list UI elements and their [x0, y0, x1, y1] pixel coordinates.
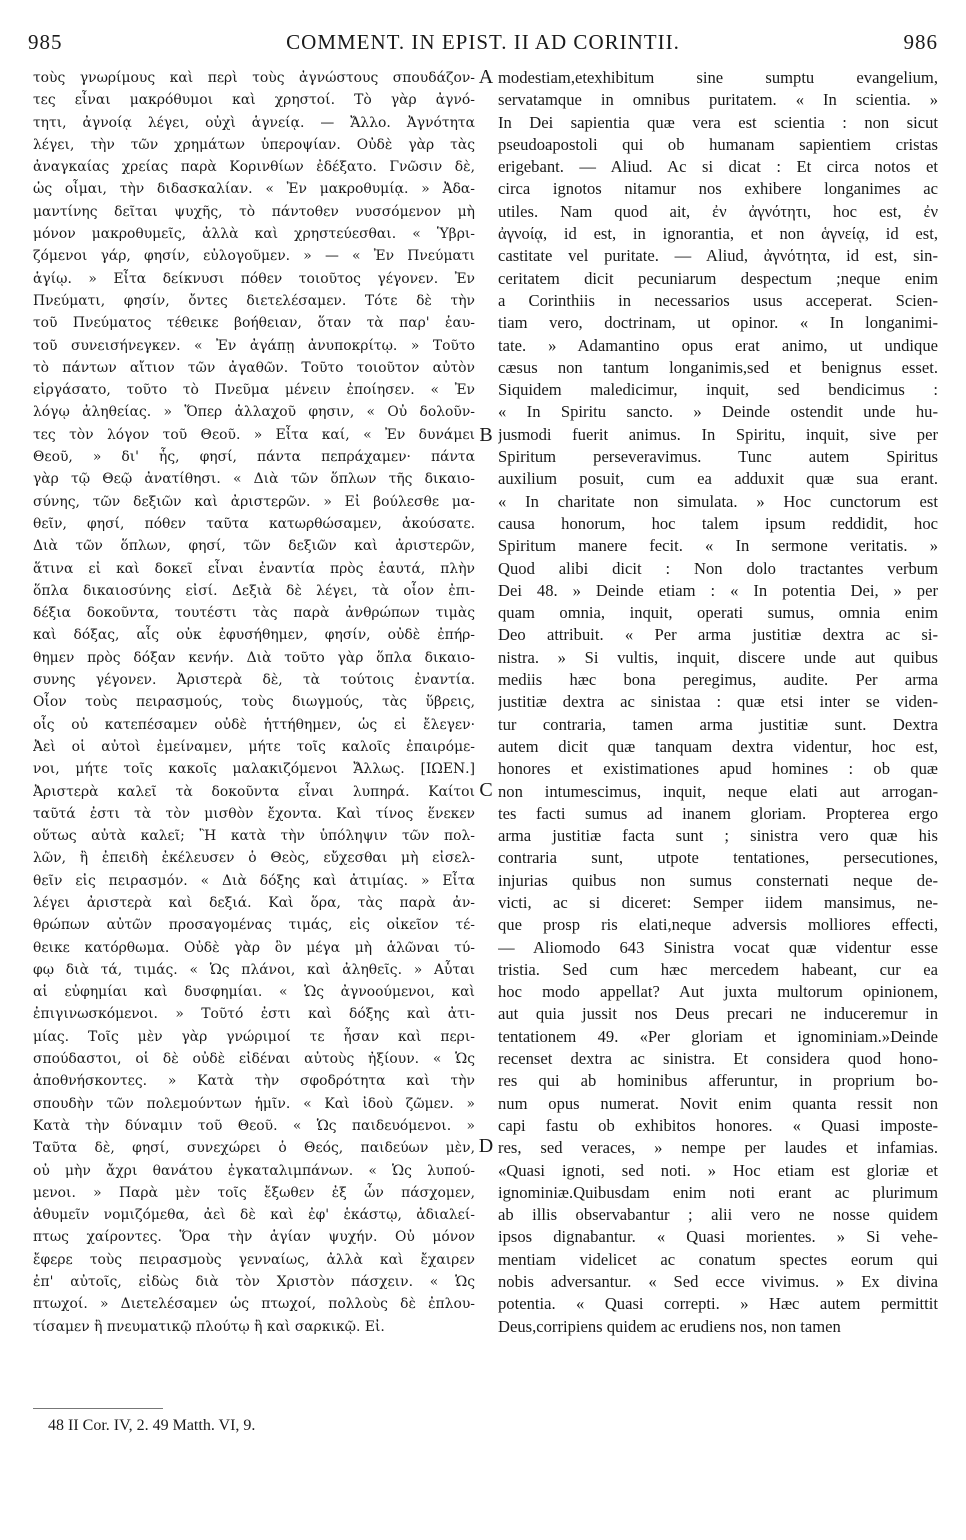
text-line: potentia. « Quasi correpti. » Hæc autem permittit	[498, 1294, 938, 1314]
text-line: jusmodi fuerit animus. In Spiritu, inquit, sive per	[498, 424, 938, 444]
text-line: οὐ μὴν ἄχρι θανάτου ἐγκαταλιμπάνων. « Ὡς λυπού-	[33, 1162, 475, 1179]
text-line: tes facti sumus ad inanem gloriam. Propterea ergo	[498, 803, 938, 823]
text-line: τητι, ἀγνοίᾳ λέγει, οὐχὶ ἁγνείᾳ. — Ἄλλο. Ἀγνότητα	[33, 114, 475, 131]
text-line: tristia. Sed cum hæc mercedem habeant, cur ea	[498, 959, 938, 979]
text-line: recenset dextra ac sinistra. Et considera quod hono-	[498, 1049, 938, 1069]
page-number-right: 986	[903, 30, 938, 54]
text-line: hoc modo appellat? Aut juxta multorum opinionem,	[498, 982, 938, 1002]
text-line: Πνεύματι, φησίν, ὄντες διετελέσαμεν. Τότε δὲ τὴν	[33, 292, 475, 309]
text-line: auxilium posuit, cum ea adduxit quæ sua erant.	[498, 469, 938, 489]
text-line: καὶ δόξας, αἷς οὐκ ἐφυσήθημεν, φησίν, οὐδὲ ἐπήρ-	[33, 627, 475, 644]
running-header	[28, 30, 938, 60]
text-line: victi, ac si diceret: Semper iidem mansimus, ne-	[498, 892, 938, 912]
text-line: μόνον μακροθυμεῖς, ἀλλὰ καὶ χρηστεύεσθαι. « Ὑβρι-	[33, 226, 475, 243]
text-line: autem dicit quæ tanquam dextra videntur, hoc est,	[498, 736, 938, 756]
text-line: Dei 48. » Deinde etiam : « In potentia Dei, » per	[498, 580, 938, 600]
text-line: tur contraria, tamen arma justitiæ sunt. Dextra	[498, 714, 938, 734]
text-line: οὕτως αὐτὰ καλεῖ; Ἢ κατὰ τὴν ὑπόληψιν τῶν πολ-	[33, 828, 475, 845]
text-line: μενοι. » Παρὰ μὲν τοῖς ἔξωθεν ἐξ ὧν πάσχομεν,	[33, 1184, 475, 1201]
text-line: σπουδὴν τῶν πολεμούντων ἡμῖν. « Καὶ ἰδοὺ ζῶμεν. »	[33, 1095, 475, 1112]
text-line: δέξια δοκοῦντα, τουτέστι τὰς παρὰ ἀνθρώπων τιμὰς	[33, 605, 475, 622]
margin-marker-c: C	[479, 779, 493, 801]
text-line: modestiam,etexhibitum sine sumptu evangelium,	[498, 68, 938, 87]
text-line: Ταῦτα δὲ, φησί, συνεχώρει ὁ Θεός, παιδεύων μὲν,	[33, 1140, 475, 1157]
text-line: nistra. » Si vultis, inquit, discere unde aut quibus	[498, 647, 938, 667]
text-line: τες εἶναι μακρόθυμοι καὶ χρηστοί. Τὸ γὰρ ἀγνό-	[33, 92, 475, 109]
text-line: οἷς οὐ κατεπέσαμεν οὐδὲ ἡττήθημεν, ὡς εἰ ἔλεγεν·	[33, 716, 475, 733]
text-line: circa ignotos nitamur nos exhibere longanimes ac	[498, 179, 938, 199]
text-line: honores et existimationes apud homines : ob quæ	[498, 759, 938, 779]
footnote: 48 II Cor. IV, 2. 49 Matth. VI, 9.	[48, 1417, 256, 1434]
text-line: γὰρ τῷ Θεῷ ἀνατίθησι. « Διὰ τῶν ὅπλων τῆς δικαιο-	[33, 471, 475, 488]
text-line: Deo attribuit. « Per arma justitiæ dextra ac si-	[498, 625, 938, 645]
text-line: Deus,corripiens quidem ac erudiens nos, non tamen	[498, 1316, 841, 1336]
text-line: quam omnia, inquit, operati sumus, omnia enim	[498, 603, 938, 623]
text-line: αἱ εὐφημίαι καὶ δυσφημίαι. « Ὡς ἀγνοούμενοι, καὶ	[33, 984, 475, 1001]
text-line: συνης γέγονεν. Ἀριστερὰ δὲ, τὰ τούτοις ἐναντία.	[33, 672, 475, 689]
text-line: tiam vero, doctrinam, ut opinor. « In longanimi-	[498, 313, 938, 333]
text-line: castitate vel puritate. — Aliud, ἀγνότητα, id est, sin-	[498, 246, 938, 266]
text-line: Quod alibi dicit : Non dolo tractantes verbum	[498, 558, 938, 578]
text-line: τίσαμεν ἢ πνευματικῷ πλούτῳ ἢ καὶ σαρκικῷ. Εἰ.	[33, 1318, 385, 1335]
text-line: τοῦ συνεισήνεγκεν. « Ἐν ἀγάπῃ ἀνυποκρίτῳ. » Τοῦτο	[33, 337, 475, 354]
text-line: θημεν πρὸς δόξαν κενήν. Διὰ τοῦτο γὰρ ὅπλα δικαιο-	[33, 649, 475, 666]
greek-column	[33, 67, 475, 1338]
text-line: non intumescimus, inquit, neque elati aut arrogan-	[498, 781, 938, 801]
text-line: ignominiæ.Quibusdam enim noti erant ac plurimum	[498, 1182, 938, 1202]
text-line: Siquidem maledicimur, inquit, sed bendicimus :	[498, 380, 938, 400]
text-line: mentiam videlicet ac conatum spectes eorum qui	[498, 1249, 938, 1269]
text-line: φῳ διὰ τά, τιμάς. « Ὡς πλάνοι, καὶ ἀληθεῖς. » Αὗται	[33, 961, 475, 978]
text-line: ἅτινα εἰ καὶ δοκεῖ εἶναι ἐναντία πρὸς ἑαυτά, πλὴν	[33, 560, 475, 577]
text-line: λέγει ἀριστερὰ καὶ δεξιά. Καὶ ὅρα, τὰς παρὰ ἀν-	[33, 894, 475, 911]
text-line: a Corinthiis in necessarios usus acceperat. Scien-	[498, 290, 938, 310]
text-line: Οἷον τοὺς πειρασμούς, τοὺς διωγμούς, τὰς ὕβρεις,	[33, 694, 475, 711]
text-line: utiles. Nam quod ait, ἐν ἀγνότητι, hoc est, ἐν	[498, 201, 938, 221]
text-line: Θεοῦ, » δι' ἧς, φησί, πάντα πεπράχαμεν· πάντα	[33, 449, 475, 466]
text-line: causa honorum, hoc talem ipsum reddidit, hoc	[498, 513, 938, 533]
margin-marker-b: B	[479, 424, 493, 446]
text-line: θεικε κατόρθωμα. Οὐδὲ γὰρ ὃν μέγα μὴ ἁλῶναι τύ-	[33, 939, 475, 956]
margin-marker-a: A	[478, 66, 494, 88]
text-line: πτως χαίροντες. Ὅρα τὴν ἁγίαν ψυχήν. Οὐ μόνον	[33, 1229, 475, 1246]
text-line: aut quia jussit nos Deus precari ne induceremur in	[498, 1004, 938, 1024]
text-line: ἀθυμεῖν νομιζόμεθα, ἀεὶ δὲ καὶ ἐφ' ἑκάστῳ, ἀδιαλεί-	[33, 1207, 475, 1224]
text-line: ab illis observabantur ; alii vero ne nosse quidem	[498, 1205, 938, 1225]
text-line: πτωχοί. » Διετελέσαμεν ὡς πτωχοί, πολλοὺς δὲ ἐπλου-	[33, 1296, 475, 1313]
text-line: ζόμενοι γάρ, φησίν, εὐλογοῦμεν. » — « Ἐν Πνεύματι	[33, 248, 475, 265]
text-line: ἔφερε τοὺς πειρασμοὺς γενναίως, ἀλλὰ καὶ ἔχαιρεν	[33, 1251, 475, 1268]
text-line: ἀναγκαίας χρείας παρὰ Κορινθίων ἐδέξατο. Γνῶσιν δὲ,	[33, 159, 475, 176]
text-line: ipsos dignabantur. « Quasi morientes. » Si vehe-	[498, 1227, 938, 1247]
text-line: arma justitiæ facta sunt ; sinistra vero quæ his	[498, 826, 938, 846]
text-line: ἁγίῳ. » Εἶτα δείκνυσι πόθεν τοιοῦτος γέγονεν. Ἐν	[33, 270, 475, 287]
text-line: ceritatem dicit pecuniarum despectum ;neque enim	[498, 268, 938, 288]
text-line: ὡς οἶμαι, τὴν διδασκαλίαν. « Ἐν μακροθυμίᾳ. » Ἀδα-	[33, 181, 475, 198]
text-line: contraria sunt, utpote tentationes, persecutiones,	[498, 848, 938, 868]
text-line: μαντίνης δεῖται ψυχῆς, τὸ πάντοθεν νυσσόμενον μὴ	[33, 203, 475, 220]
running-title: COMMENT. IN EPIST. II AD CORINTII.	[286, 30, 680, 54]
text-line: capi fastu ob exhibitos honores. « Quasi imposte-	[498, 1115, 938, 1135]
text-line: μίας. Τοῖς μὲν γὰρ γνώριμοί τε ἦσαν καὶ περι-	[33, 1028, 475, 1045]
text-line: ἐπ' αὐτοῖς, εἰδὼς διὰ τὸν Χριστὸν πάσχειν. « Ὡς	[33, 1274, 475, 1291]
text-line: res qui ab hominibus afferuntur, in proprium bo-	[498, 1071, 938, 1091]
text-line: λέγει, τὴν τῶν χρημάτων ὑπεροψίαν. Οὐδὲ γὰρ τὰς	[33, 136, 475, 153]
text-line: ὅπλα δικαιοσύνης εἰσί. Δεξιὰ δὲ λέγει, τὰ οἷον ἐπι-	[33, 582, 475, 599]
text-line: In Dei sapientia quæ vera est scientia : non sicut	[498, 112, 938, 132]
text-line: τοὺς γνωρίμους καὶ περὶ τοὺς ἀγνώστους σπουδάζον-	[33, 70, 475, 86]
text-line: cæsus non tantum longanimis,sed et benignus esset.	[498, 357, 938, 377]
text-line: res, sed veraces, » nempe per laudes et infamias.	[498, 1138, 938, 1158]
text-line: mediis hæc bona peregimus, audite. Per arma	[498, 670, 938, 690]
text-line: τες τὸν λόγον τοῦ Θεοῦ. » Εἶτα καί, « Ἐν δυνάμει	[33, 426, 475, 443]
page-number-left: 985	[28, 30, 63, 54]
text-line: ἀγνοίᾳ, id est, in ignorantia, et non ἁγνείᾳ, id est,	[498, 224, 938, 244]
text-line: num opus numerat. Novit enim quanta ressit non	[498, 1093, 938, 1113]
text-line: θεῖν εἰς πειρασμόν. « Διὰ δόξης καὶ ἀτιμίας. » Εἶτα	[33, 872, 475, 889]
text-line: τοῦ Πνεύματος τέθεικε βοήθειαν, ὅταν τὰ παρ' ἑαυ-	[33, 315, 475, 332]
text-line: Κατὰ τὴν δύναμιν τοῦ Θεοῦ. « Ὡς παιδευόμενοι. »	[33, 1117, 475, 1134]
text-line: pseudoapostoli qui ob humanam sapientiem cristas	[498, 134, 938, 154]
text-line: ἐπιγινωσκόμενοι. » Τοῦτό ἐστι καὶ δόξης καὶ ἀτι-	[33, 1006, 475, 1023]
text-line: justitiæ dextra ac sinistaa : quæ etsi inter se viden-	[498, 692, 938, 712]
text-line: tentationem 49. «Per gloriam et ignominiam.»Deinde	[498, 1026, 938, 1046]
text-line: λόγῳ ἀληθείας. » Ὅπερ ἀλλαχοῦ φησιν, « Οὐ δολοῦν-	[33, 404, 475, 421]
text-line: erigebant. — Aliud. Ac si dicat : Et circa notos et	[498, 157, 938, 177]
text-line: tate. » Adamantino opus erat animo, ut undique	[498, 335, 938, 355]
text-line: « In Spiritu sancto. » Deinde ostendit unde hu-	[498, 402, 938, 422]
text-line: ταῦτά ἐστι τὰ τὸν μισθὸν ἔχοντα. Καὶ τίνος ἕνεκεν	[33, 805, 475, 822]
text-line: que prosp ris elati,neque adversis molliores effecti,	[498, 915, 938, 935]
text-line: nobis adversantur. « Sed ecce vivimus. » Ex divina	[498, 1272, 938, 1292]
text-line: θεῖν, φησί, πόθεν ταῦτα κατωρθώσαμεν, ἀκούσατε.	[33, 515, 475, 532]
text-line: Διὰ τῶν ὅπλων, φησί, τῶν δεξιῶν καὶ ἀριστερῶν,	[33, 538, 475, 555]
text-line: σύνης, τῶν δεξιῶν καὶ ἀριστερῶν. » Εἰ βούλεσθε μα-	[33, 493, 475, 510]
latin-column	[498, 67, 938, 1338]
text-line: — Aliomodo 643 Sinistra vocat quæ videntur esse	[498, 937, 938, 957]
text-line: σπούδαστοι, οἱ δὲ οὐδὲ εἰδέναι αὐτοὺς ἠξίουν. « Ὡς	[33, 1051, 475, 1068]
text-line: injurias quibus non sumus consternati neque de-	[498, 870, 938, 890]
text-line: Ἀεὶ οἱ αὐτοὶ ἐμείναμεν, μήτε τοῖς καλοῖς ἐπαιρόμε-	[33, 738, 475, 755]
text-line: νοι, μήτε τοῖς κακοῖς μαλακιζόμενοι Ἄλλως. [ΙΩΕΝ.]	[33, 761, 475, 778]
text-line: ἀποθνήσκοντες. » Κατὰ τὴν σφοδρότητα καὶ τὴν	[33, 1073, 475, 1090]
text-line: λῶν, ἢ ἐπειδὴ ἐκέλευσεν ὁ Θεὸς, εὔχεσθαι μὴ εἰσελ-	[33, 850, 475, 867]
text-line: Ἀριστερὰ καλεῖ τὰ δοκοῦντα εἶναι λυπηρά. Καίτοι	[33, 783, 475, 800]
footnote-rule	[33, 1408, 163, 1409]
margin-marker-d: D	[478, 1135, 494, 1157]
text-line: «Quasi ignoti, sed noti. » Hoc etiam est gloriæ et	[498, 1160, 938, 1180]
text-line: Spiritum manere fecit. « In sermone veritatis. »	[498, 536, 938, 556]
text-line: τὸ πάντων αἴτιον τῶν ἀγαθῶν. Τοῦτο τοιοῦτον αὐτὸν	[33, 359, 475, 376]
text-line: servatamque in omnibus puritatem. « In scientia. »	[498, 90, 938, 110]
text-line: εἰργάσατο, τοῦτο τὸ Πνεῦμα μένειν ἐποίησεν. « Ἐν	[33, 382, 475, 399]
text-line: « In charitate non simulata. » Hoc cunctorum est	[498, 491, 938, 511]
text-line: Spiritum perseveravimus. Tunc autem Spiritus	[498, 447, 938, 467]
text-line: θρώπων αὐτῶν προσαγομένας τιμάς, εἰς οἰκεῖον τέ-	[33, 917, 475, 934]
